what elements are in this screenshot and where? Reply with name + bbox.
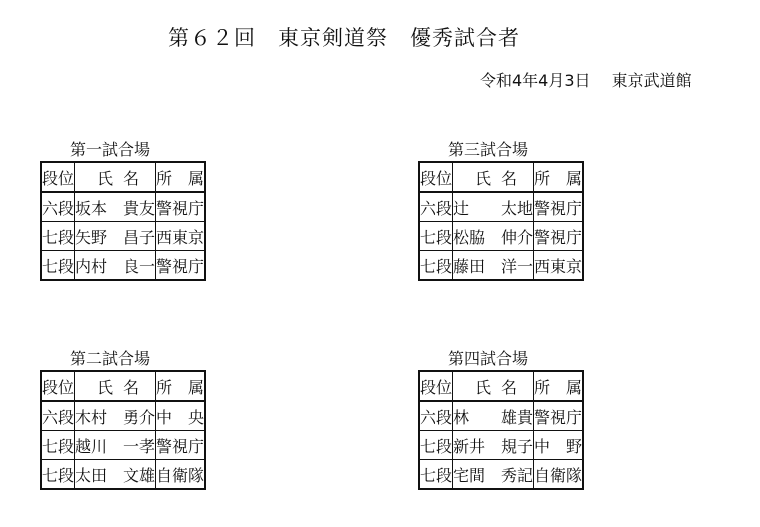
affiliation-cell: 自衛隊	[156, 460, 206, 490]
rank-cell: 七段	[419, 251, 453, 281]
name-cell: 越川 一孝	[75, 431, 156, 460]
name-given-label: 名	[123, 377, 140, 397]
name-family-label: 氏	[475, 168, 492, 188]
name-cell: 矢野 昌子	[75, 222, 156, 251]
venue-title: 第四試合場	[448, 349, 529, 368]
name-given-label: 名	[501, 168, 518, 188]
affiliation-cell: 警視庁	[534, 192, 584, 222]
affiliation-cell: 警視庁	[534, 222, 584, 251]
table-header-row	[419, 371, 583, 401]
col-affiliation-header: 所 属	[534, 162, 584, 192]
col-affiliation-header: 所 属	[156, 371, 206, 401]
rank-cell: 六段	[41, 401, 75, 431]
affiliation-cell: 警視庁	[156, 251, 206, 281]
col-affiliation-header: 所 属	[156, 162, 206, 192]
table-row	[419, 401, 583, 431]
table-row	[419, 251, 583, 281]
name-cell: 藤田 洋一	[453, 251, 534, 281]
name-cell: 木村 勇介	[75, 401, 156, 431]
rank-cell: 七段	[419, 222, 453, 251]
page-title: 第６２回 東京剣道祭 優秀試合者	[168, 26, 520, 50]
name-given-label: 名	[123, 168, 140, 188]
table-row	[41, 192, 205, 222]
table-row	[41, 431, 205, 460]
table-row	[419, 222, 583, 251]
affiliation-cell: 西東京	[156, 222, 206, 251]
affiliation-cell: 西東京	[534, 251, 584, 281]
table-header-row	[41, 162, 205, 192]
col-rank-header: 段位	[41, 371, 75, 401]
rank-cell: 七段	[419, 431, 453, 460]
name-cell: 松脇 伸介	[453, 222, 534, 251]
table-row	[41, 222, 205, 251]
name-family-label: 氏	[97, 377, 114, 397]
name-given-label: 名	[501, 377, 518, 397]
table-row	[41, 251, 205, 281]
name-family-label: 氏	[97, 168, 114, 188]
table-header-row	[41, 371, 205, 401]
table-header-row	[419, 162, 583, 192]
results-table	[40, 161, 206, 281]
col-name-header	[453, 162, 534, 192]
name-cell: 内村 良一	[75, 251, 156, 281]
venue-title: 第一試合場	[70, 140, 151, 159]
col-name-header	[453, 371, 534, 401]
affiliation-cell: 自衛隊	[534, 460, 584, 490]
venue-title: 第三試合場	[448, 140, 529, 159]
event-date-place	[480, 68, 692, 91]
affiliation-cell: 警視庁	[156, 431, 206, 460]
rank-cell: 七段	[41, 222, 75, 251]
affiliation-cell: 警視庁	[534, 401, 584, 431]
name-cell: 太田 文雄	[75, 460, 156, 490]
venue-title: 第二試合場	[70, 349, 151, 368]
results-table	[418, 370, 584, 490]
rank-cell: 六段	[41, 192, 75, 222]
table-row	[419, 460, 583, 490]
rank-cell: 六段	[419, 401, 453, 431]
name-cell: 新井 規子	[453, 431, 534, 460]
col-name-header	[75, 162, 156, 192]
rank-cell: 七段	[41, 251, 75, 281]
col-rank-header: 段位	[419, 371, 453, 401]
event-date: 令和4年4月3日	[480, 71, 591, 90]
affiliation-cell: 中 野	[534, 431, 584, 460]
col-rank-header: 段位	[41, 162, 75, 192]
rank-cell: 六段	[419, 192, 453, 222]
name-cell: 宅間 秀記	[453, 460, 534, 490]
col-name-header	[75, 371, 156, 401]
results-table	[40, 370, 206, 490]
affiliation-cell: 警視庁	[156, 192, 206, 222]
table-row	[419, 431, 583, 460]
name-cell: 林 雄貴	[453, 401, 534, 431]
rank-cell: 七段	[41, 460, 75, 490]
table-row	[41, 401, 205, 431]
name-family-label: 氏	[475, 377, 492, 397]
col-affiliation-header: 所 属	[534, 371, 584, 401]
event-place: 東京武道館	[611, 71, 692, 90]
rank-cell: 七段	[41, 431, 75, 460]
name-cell: 坂本 貴友	[75, 192, 156, 222]
name-cell: 辻 太地	[453, 192, 534, 222]
affiliation-cell: 中 央	[156, 401, 206, 431]
results-table	[418, 161, 584, 281]
table-row	[41, 460, 205, 490]
table-row	[419, 192, 583, 222]
col-rank-header: 段位	[419, 162, 453, 192]
rank-cell: 七段	[419, 460, 453, 490]
